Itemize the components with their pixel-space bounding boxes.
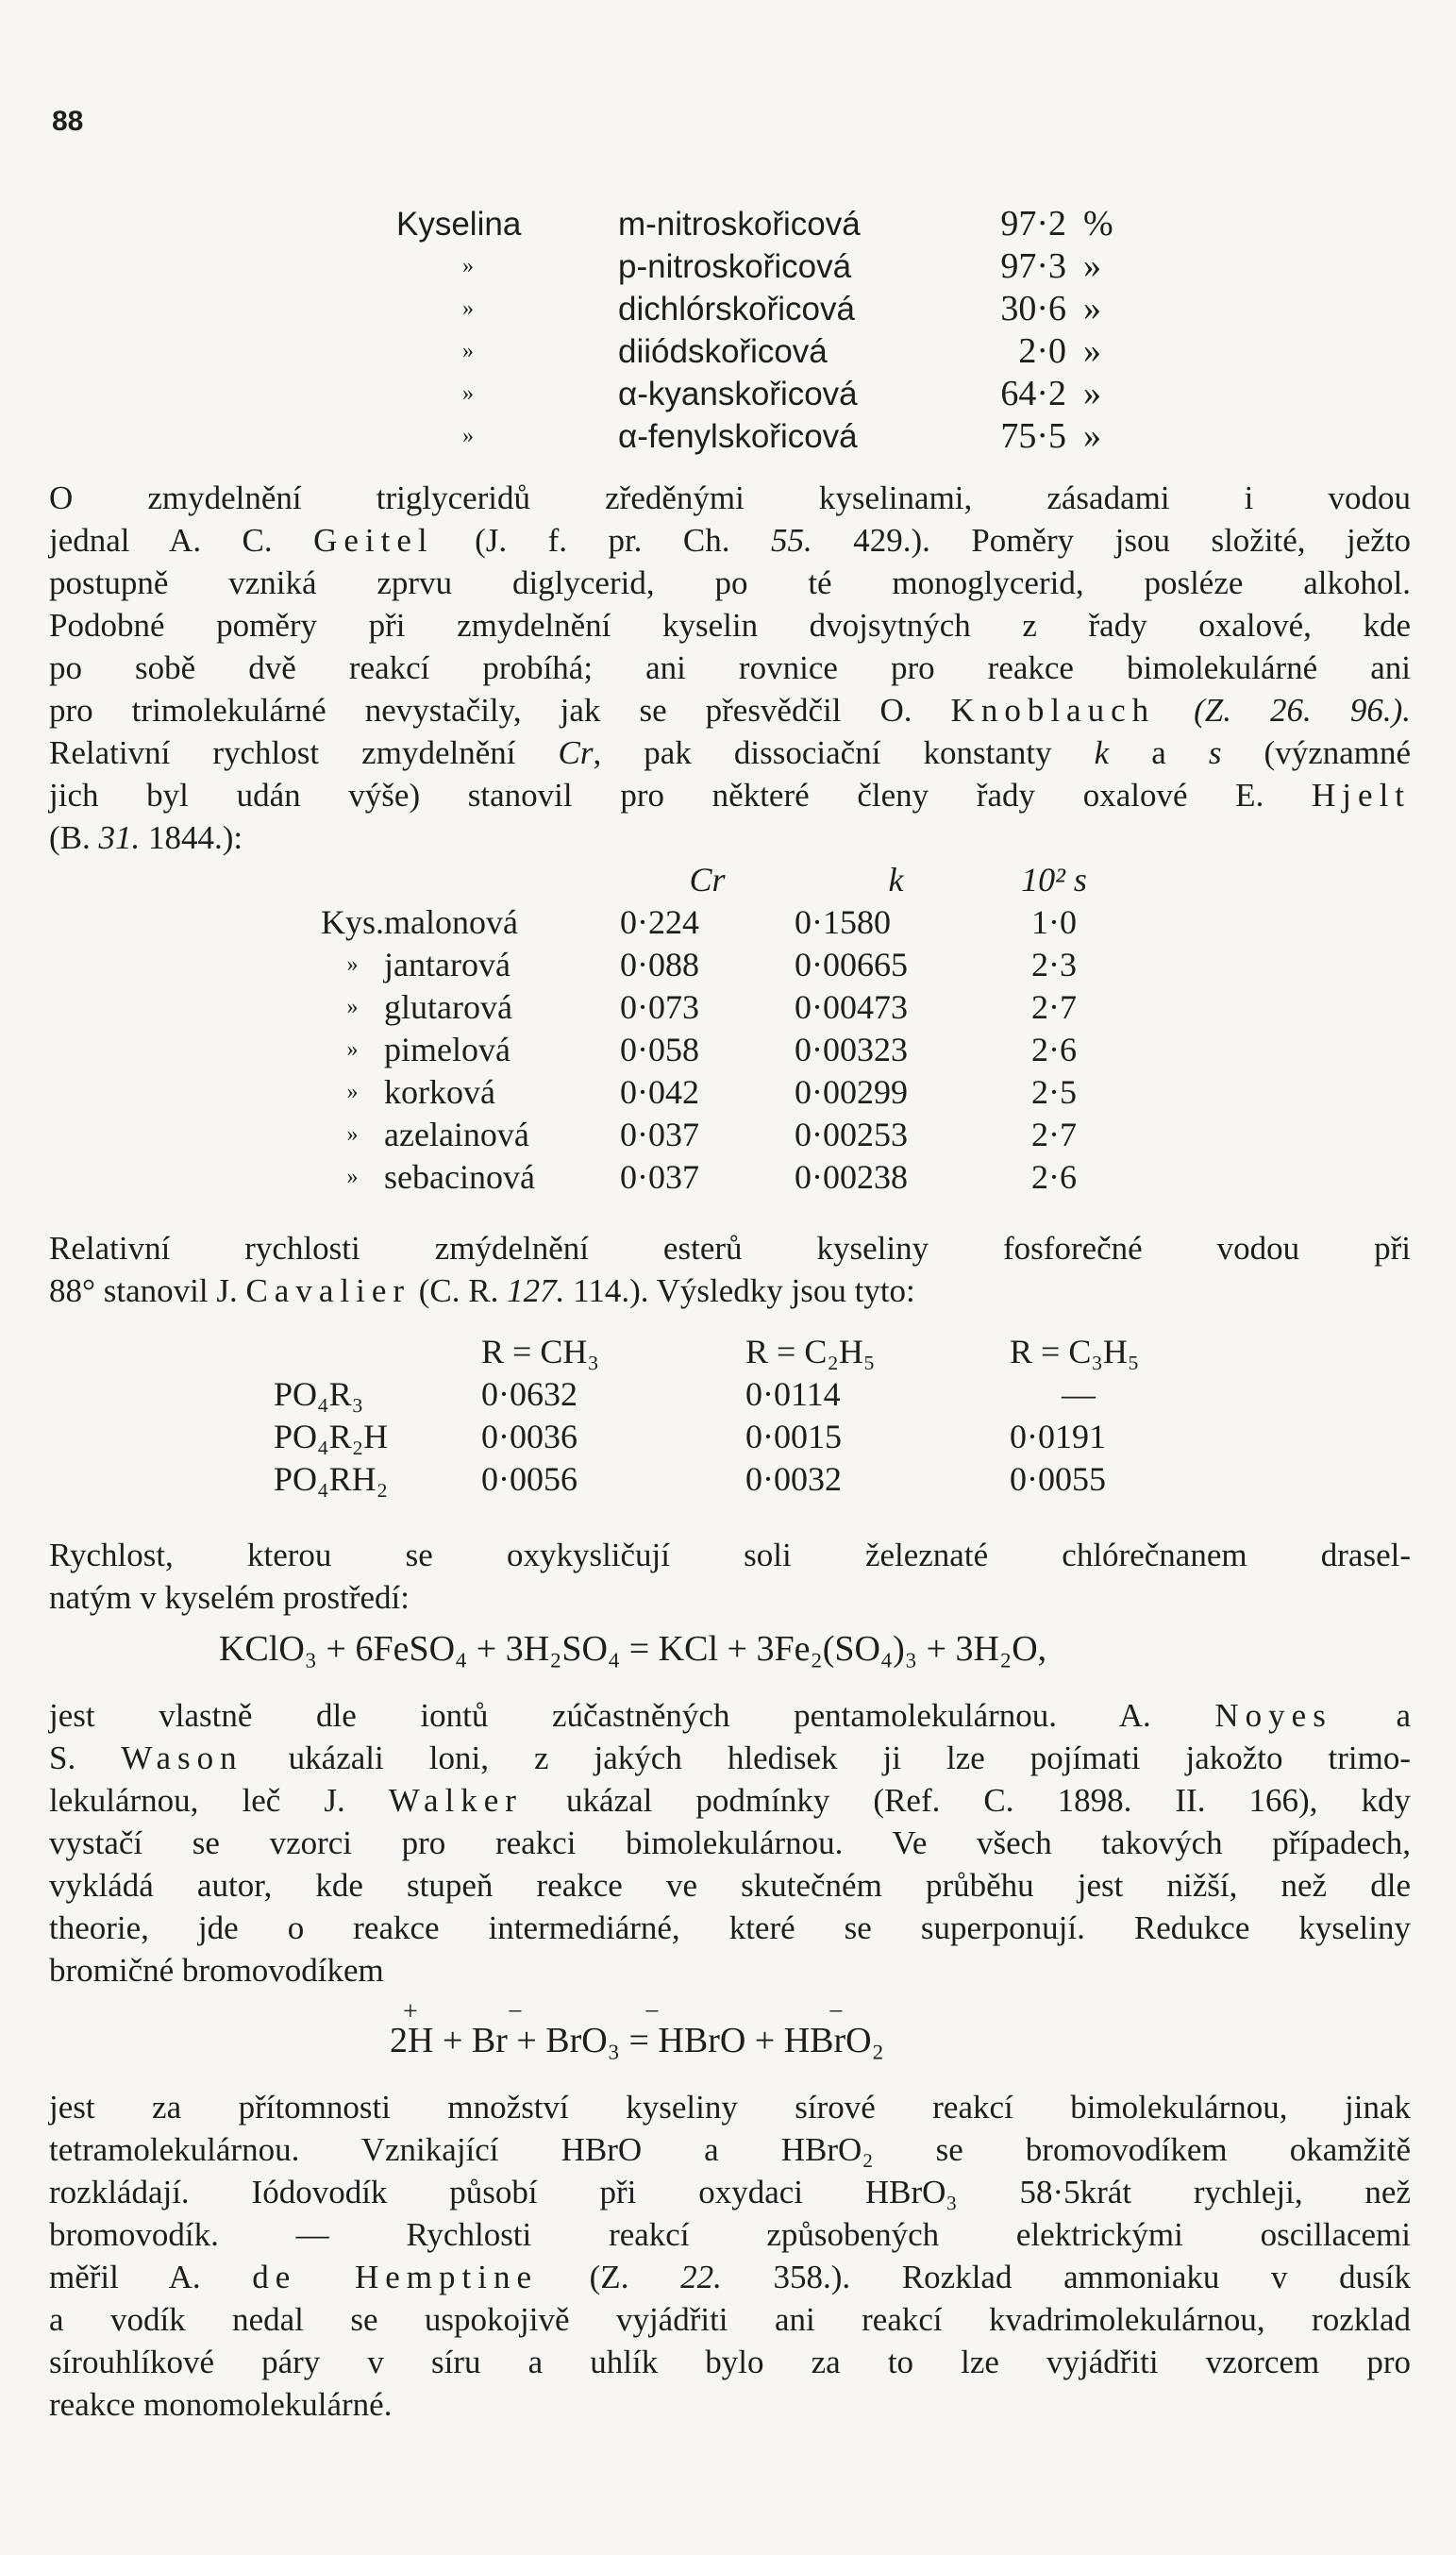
table-row (396, 373, 1140, 415)
text-span: (B. (49, 819, 91, 856)
acid-name: m-nitroskořicová (618, 206, 861, 243)
acid-yield-table (396, 203, 1140, 458)
text-line (49, 1737, 1411, 1779)
text-line: Relativní rychlosti zmýdelnění esterů kyseliny fosforečné vodou při (49, 1230, 1411, 1267)
row-label: PO₄R₃ (274, 1375, 364, 1413)
cell-value: 0·058 (620, 1031, 700, 1068)
acid-value: 2·0 (1018, 331, 1066, 371)
text-line (49, 519, 1411, 562)
author-name: de Hemptine (252, 2259, 538, 2295)
author-name: Geitel (313, 522, 434, 559)
text-span: 429.). Poměry jsou složité, ježto (853, 522, 1412, 559)
column-header: R = CH₃ (481, 1333, 599, 1370)
text-span: jednal A. C. (49, 522, 273, 559)
symbol: s (1208, 734, 1222, 771)
text-span: (významné (1264, 734, 1412, 771)
cell-value: 2·7 (1031, 988, 1078, 1026)
text-line (49, 1779, 1411, 1822)
page-number: 88 (52, 106, 84, 137)
text-line: Rychlost, kterou se oxykysličují soli železnaté chlórečnanem drasel- (49, 1537, 1411, 1573)
cell-value: 2·5 (1031, 1073, 1078, 1111)
author-name: Noyes (1214, 1697, 1332, 1734)
text-line: po sobě dvě reakcí probíhá; ani rovnice pro reakce bimolekulárné ani (49, 649, 1411, 686)
cell-value: 0·00299 (795, 1073, 909, 1111)
acid-value: 75·5 (1000, 416, 1066, 456)
table-row (396, 245, 1140, 288)
text-span: ukázali loni, z jakých hledisek ji lze pojímati jakožto trimo- (288, 1740, 1412, 1776)
table-row (321, 1156, 1111, 1199)
author-name: Wason (121, 1740, 243, 1776)
text-span: 358.). Rozklad ammoniaku v dusík (773, 2259, 1412, 2295)
table-row (321, 1114, 1111, 1156)
author-name: Cavalier (245, 1272, 411, 1309)
text-line: natým v kyselém prostředí: (49, 1579, 410, 1616)
author-name: Walker (388, 1782, 523, 1819)
volume-ref: (Z. 26. 96.). (1194, 692, 1411, 729)
ditto-mark: » (346, 1037, 359, 1062)
text-line (49, 2256, 1411, 2298)
text-line: vykládá autor, kde stupeň reakce ve skutečném průběhu jest nižší, než dle (49, 1867, 1411, 1904)
symbol: k (1094, 734, 1110, 771)
ditto-mark: » (346, 1122, 359, 1147)
acid-name: p-nitroskořicová (618, 248, 852, 285)
paragraph-oxidation (49, 1534, 1411, 1619)
volume-ref: 55. (770, 522, 812, 559)
text-span: lekulárnou, leč J. (49, 1782, 345, 1819)
text-span: 114.). Výsledky jsou tyto: (573, 1272, 915, 1309)
text-span: , pak dissociační konstanty (593, 734, 1052, 771)
cell-value: 0·0032 (745, 1460, 842, 1498)
table-row (274, 1373, 1326, 1416)
acid-name: pimelová (384, 1031, 510, 1068)
text-span: 1844.): (148, 819, 243, 856)
acid-unit: » (1083, 416, 1101, 456)
acid-name: α-kyanskořicová (618, 376, 858, 412)
text-line: Podobné poměry při zmydelnění kyselin dvojsytných z řady oxalové, kde (49, 607, 1411, 644)
ditto-mark: » (462, 296, 474, 321)
column-header: R = C₂H₅ (745, 1333, 876, 1370)
dicarboxylic-acid-table (321, 859, 1111, 1199)
text-line: rozkládají. Iódovodík působí při oxydaci HBrO₃ 58·5krát rychleji, než (49, 2174, 1411, 2210)
table-row (396, 330, 1140, 373)
ditto-mark: » (346, 952, 359, 977)
text-line: jest za přítomnosti množství kyseliny sírové reakcí bimolekulárnou, jinak (49, 2089, 1411, 2126)
cell-value: 0·00253 (795, 1116, 909, 1153)
acid-unit: » (1083, 289, 1101, 328)
cell-value: 0·088 (620, 946, 700, 983)
text-span: 88° stanovil J. (49, 1272, 238, 1309)
text-line: postupně vzniká zprvu diglycerid, po té monoglycerid, posléze alkohol. (49, 564, 1411, 601)
cell-value: 0·1580 (795, 903, 892, 941)
table-row (396, 415, 1140, 458)
table-header-row (321, 859, 1111, 901)
text-line (49, 774, 1411, 816)
paragraph-noyes (49, 1694, 1411, 1992)
text-span: (Z. (589, 2259, 629, 2295)
text-span: ukázal podmínky (Ref. C. 1898. II. 166), kdy (566, 1782, 1411, 1819)
volume-ref: 22. (680, 2259, 722, 2295)
charge-mark: + (403, 1997, 418, 2026)
text-span: a (1396, 1697, 1411, 1734)
table-header-row (274, 1331, 1326, 1373)
text-line: sírouhlíkové páry v síru a uhlík bylo za to lze vyjádřiti vzorcem pro (49, 2344, 1411, 2380)
table-row (321, 944, 1111, 986)
acid-name: malonová (384, 903, 518, 941)
text-span: (C. R. (418, 1272, 499, 1309)
cell-value: 0·0055 (1010, 1460, 1106, 1498)
row-label: PO₄RH₂ (274, 1460, 389, 1498)
text-span: pro trimolekulárné nevystačily, jak se přesvědčil O. (49, 692, 912, 729)
text-line (49, 689, 1411, 731)
table-row (321, 1071, 1111, 1114)
cell-value: 0·00473 (795, 988, 909, 1026)
text-line: O zmydelnění triglyceridů zředěnými kyselinami, zásadami i vodou (49, 479, 1411, 516)
volume-ref: 31. (98, 819, 141, 856)
equation-chlorate: KClO₃ + 6FeSO₄ + 3H₂SO₄ = KCl + 3Fe₂(SO₄)₃ + 3H₂O, (219, 1629, 1047, 1669)
cell-value: 2·3 (1031, 946, 1078, 983)
cell-value: 1·0 (1031, 903, 1078, 941)
cell-value: 0·037 (620, 1116, 700, 1153)
phosphoric-ester-table (274, 1331, 1326, 1501)
acid-name: jantarová (384, 946, 510, 983)
cell-value: 0·00665 (795, 946, 909, 983)
acid-name: glutarová (384, 988, 512, 1026)
paragraph-phosphoric (49, 1227, 1411, 1312)
table-row (396, 288, 1140, 330)
cell-value: 0·0114 (745, 1375, 841, 1413)
header-spacer (274, 1331, 481, 1373)
acid-unit: » (1083, 331, 1101, 371)
cell-value: 0·0056 (481, 1460, 577, 1498)
acid-unit: % (1083, 204, 1113, 244)
cell-value: 2·6 (1031, 1158, 1078, 1196)
column-header: R = C₃H₅ (1010, 1333, 1140, 1370)
ditto-mark: » (462, 339, 474, 363)
ditto-mark: » (346, 1080, 359, 1104)
acid-unit: » (1083, 246, 1101, 286)
cell-value: 0·00238 (795, 1158, 909, 1196)
text-line (49, 1694, 1411, 1737)
paragraph-hbro (49, 2086, 1411, 2426)
acid-name: azelainová (384, 1116, 529, 1153)
cell-value: 0·073 (620, 988, 700, 1026)
text-line: theorie, jde o reakce intermediárné, které se superponují. Redukce kyseliny (49, 1909, 1411, 1946)
text-span: (J. f. pr. Ch. (475, 522, 730, 559)
acid-value: 97·2 (1000, 204, 1066, 244)
acid-name: korková (384, 1073, 495, 1111)
text-span: Relativní rychlost zmydelnění (49, 734, 516, 771)
table-row (321, 1029, 1111, 1071)
cell-value: 0·037 (620, 1158, 700, 1196)
row-prefix: Kyselina (396, 206, 522, 243)
cell-value: 2·7 (1031, 1116, 1078, 1153)
text-line (49, 1269, 1411, 1312)
cell-value: 0·00323 (795, 1031, 909, 1068)
header-spacer (321, 859, 384, 901)
author-name: Hjelt (1312, 777, 1412, 814)
ditto-mark: » (462, 381, 474, 406)
column-header: 10² s (1021, 861, 1087, 899)
acid-name: α-fenylskořicová (618, 418, 858, 455)
cell-value: 0·0036 (481, 1418, 577, 1455)
text-line: vystačí se vzorci pro reakci bimolekulárnou. Ve všech takových případech, (49, 1824, 1411, 1861)
text-line (49, 816, 1411, 859)
column-header: k (888, 861, 904, 899)
row-prefix: Kys. (321, 903, 385, 941)
cell-value: 0·0191 (1010, 1418, 1106, 1455)
equation-bromic (390, 1997, 884, 2061)
author-name: Knoblauch (950, 692, 1156, 729)
acid-value: 97·3 (1000, 246, 1066, 286)
table-row (274, 1416, 1326, 1458)
column-header: Cr (689, 861, 726, 899)
text-span: S. (49, 1740, 76, 1776)
text-span: jich byl udán výše) stanovil pro některé členy řady oxalové E. (49, 777, 1264, 814)
ditto-mark: » (462, 254, 474, 278)
text-line: bromičné bromovodíkem (49, 1952, 384, 1989)
cell-value: 0·042 (620, 1073, 700, 1111)
charge-mark: − (644, 1997, 660, 2026)
cell-value: 0·0015 (745, 1418, 842, 1455)
acid-name: dichlórskořicová (618, 291, 855, 328)
cell-value: — (1062, 1375, 1096, 1413)
paragraph-saponification (49, 477, 1411, 859)
text-line: a vodík nedal se uspokojivě vyjádřiti ani reakcí kvadrimolekulárnou, rozklad (49, 2301, 1411, 2338)
text-line: bromovodík. — Rychlosti reakcí způsobených elektrickými oscillacemi (49, 2216, 1411, 2253)
text-line: reakce monomolekulárné. (49, 2386, 393, 2423)
cell-value: 0·224 (620, 903, 700, 941)
volume-ref: 127. (507, 1272, 565, 1309)
charge-mark: − (508, 1997, 523, 2026)
symbol: Cr (558, 734, 594, 771)
acid-value: 64·2 (1000, 374, 1066, 413)
text-span: měřil A. (49, 2259, 201, 2295)
equation-text: 2H + Br + BrO₃ = HBrO + HBrO₂ (390, 2021, 884, 2060)
table-row (321, 986, 1111, 1029)
table-row (321, 901, 1111, 944)
text-line (49, 731, 1411, 774)
acid-name: sebacinová (384, 1158, 535, 1196)
ditto-mark: » (462, 424, 474, 448)
charge-mark: − (828, 1997, 844, 2026)
ditto-mark: » (346, 1165, 359, 1189)
ditto-mark: » (346, 995, 359, 1019)
cell-value: 2·6 (1031, 1031, 1078, 1068)
table-row (274, 1458, 1326, 1501)
header-spacer (384, 859, 620, 901)
acid-name: diiódskořicová (618, 333, 828, 370)
acid-value: 30·6 (1000, 289, 1066, 328)
cell-value: 0·0632 (481, 1375, 577, 1413)
text-span: jest vlastně dle iontů zúčastněných pentamolekulárnou. A. (49, 1697, 1151, 1734)
text-line: tetramolekulárnou. Vznikající HBrO a HBrO₂ se bromovodíkem okamžitě (49, 2131, 1411, 2168)
table-row (396, 203, 1140, 245)
acid-unit: » (1083, 374, 1101, 413)
row-label: PO₄R₂H (274, 1418, 389, 1455)
text-span: a (1151, 734, 1166, 771)
